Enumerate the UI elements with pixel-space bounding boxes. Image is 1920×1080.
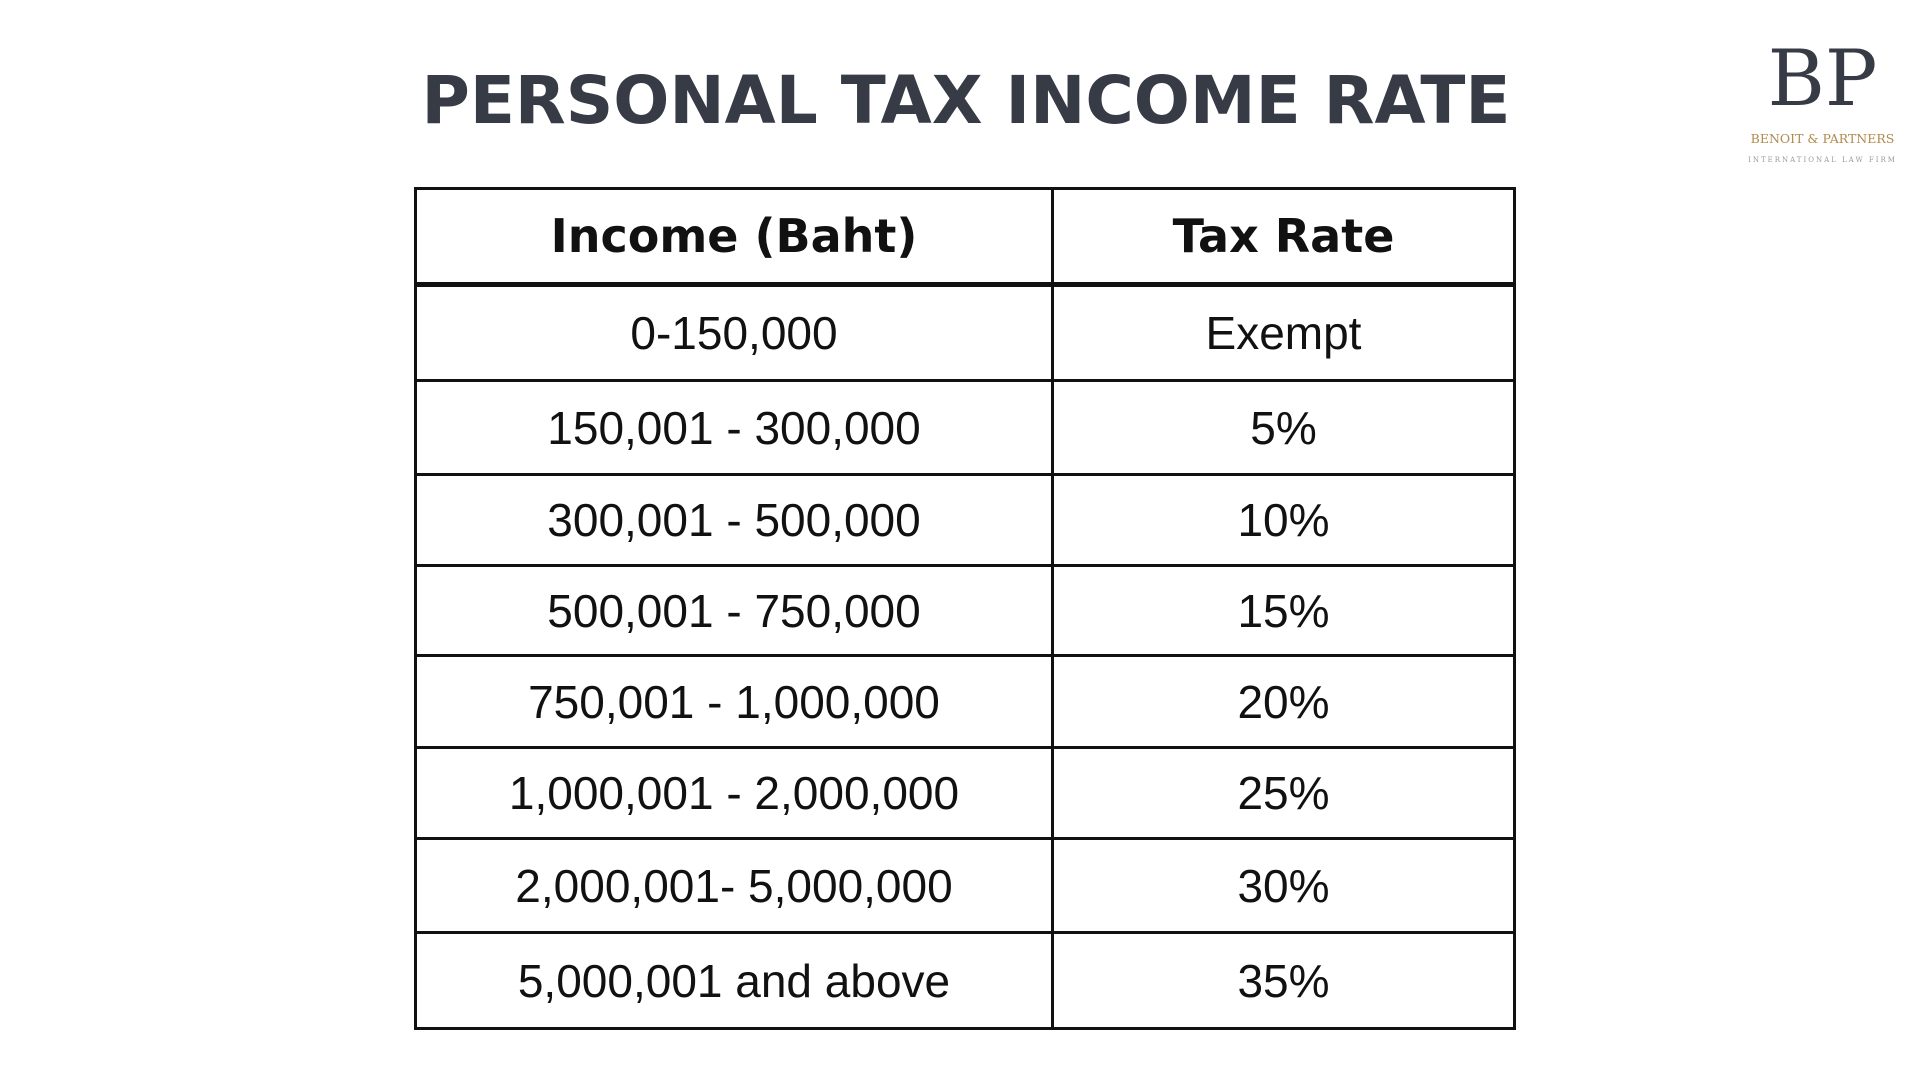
page-title: PERSONAL TAX INCOME RATE xyxy=(421,62,1511,139)
table-row xyxy=(416,285,1515,381)
tax-rate-cell: 30% xyxy=(1053,839,1515,933)
income-cell: 750,001 - 1,000,000 xyxy=(416,656,1053,748)
income-cell: 1,000,001 - 2,000,000 xyxy=(416,748,1053,839)
table-row xyxy=(416,748,1515,839)
table-row xyxy=(416,381,1515,475)
logo-name: BENOIT & PARTNERS xyxy=(1750,131,1895,146)
company-logo xyxy=(1730,36,1915,186)
table-row xyxy=(416,839,1515,933)
table-row xyxy=(416,933,1515,1029)
tax-rate-cell: 5% xyxy=(1053,381,1515,475)
income-cell: 0-150,000 xyxy=(416,285,1053,381)
table-header-row xyxy=(416,189,1515,285)
logo-monogram: BP xyxy=(1767,34,1878,124)
tax-rate-cell: 25% xyxy=(1053,748,1515,839)
header-tax-rate: Tax Rate xyxy=(1053,189,1515,285)
tax-rate-cell: Exempt xyxy=(1053,285,1515,381)
table-row xyxy=(416,475,1515,566)
logo-tagline: INTERNATIONAL LAW FIRM xyxy=(1748,156,1897,164)
tax-rate-cell: 35% xyxy=(1053,933,1515,1029)
income-cell: 2,000,001- 5,000,000 xyxy=(416,839,1053,933)
table-row xyxy=(416,566,1515,656)
header-income: Income (Baht) xyxy=(416,189,1053,285)
tax-rate-table xyxy=(414,187,1516,1030)
tax-rate-cell: 10% xyxy=(1053,475,1515,566)
income-cell: 300,001 - 500,000 xyxy=(416,475,1053,566)
table-row xyxy=(416,656,1515,748)
tax-rate-cell: 20% xyxy=(1053,656,1515,748)
tax-rate-cell: 15% xyxy=(1053,566,1515,656)
income-cell: 5,000,001 and above xyxy=(416,933,1053,1029)
income-cell: 150,001 - 300,000 xyxy=(416,381,1053,475)
income-cell: 500,001 - 750,000 xyxy=(416,566,1053,656)
